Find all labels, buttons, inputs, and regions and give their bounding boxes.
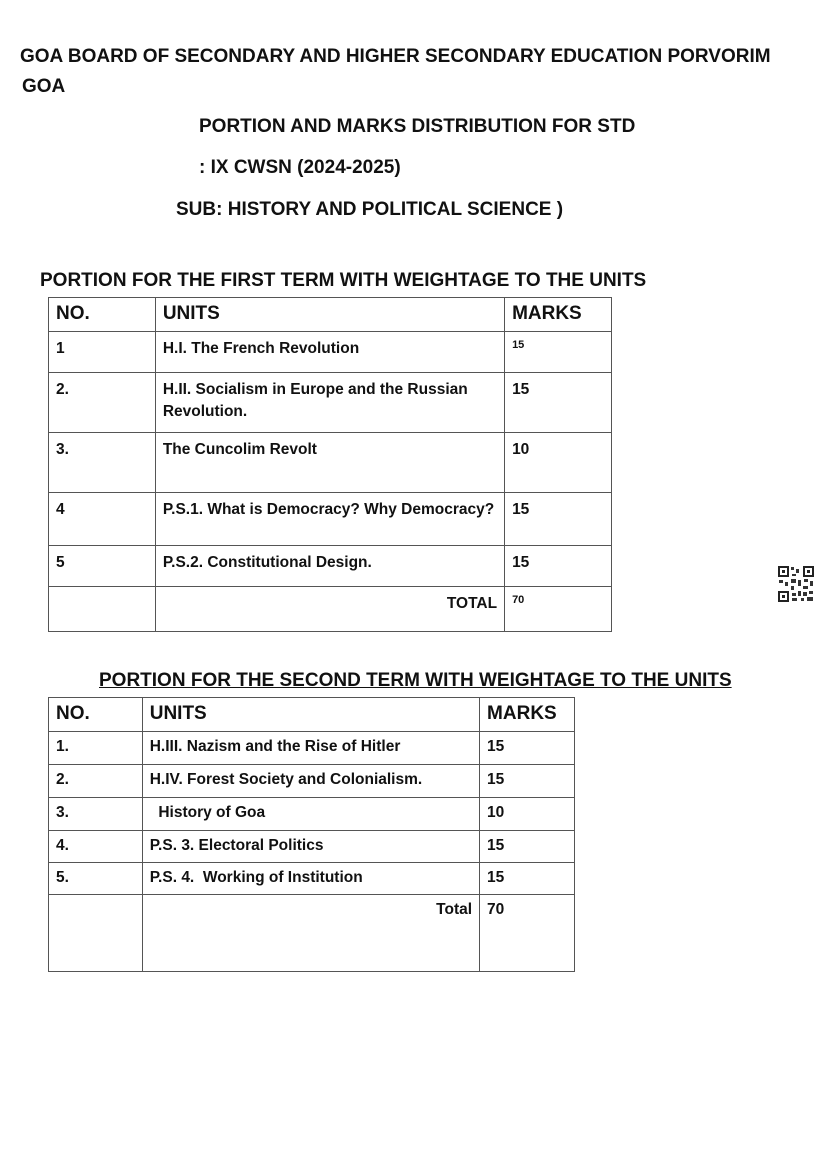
total-no-empty — [49, 586, 156, 631]
table-row — [49, 830, 575, 862]
row-marks: 15 — [505, 545, 612, 586]
row-marks: 15 — [480, 830, 575, 862]
row-unit: H.III. Nazism and the Rise of Hitler — [142, 731, 479, 764]
row-no: 1. — [49, 731, 143, 764]
total-row — [49, 586, 612, 631]
row-marks: 15 — [505, 372, 612, 432]
column-header-marks: MARKS — [505, 298, 612, 332]
column-header-marks: MARKS — [480, 698, 575, 732]
total-no-empty — [49, 894, 143, 971]
row-unit: P.S.2. Constitutional Design. — [155, 545, 504, 586]
row-no: 5. — [49, 862, 143, 894]
table-row — [49, 492, 612, 545]
row-marks: 10 — [480, 797, 575, 830]
subject-line: SUB: HISTORY AND POLITICAL SCIENCE ) — [176, 199, 564, 220]
row-marks: 15 — [505, 331, 612, 372]
board-title-line2: GOA — [22, 76, 66, 97]
first-term-table — [48, 297, 612, 632]
row-unit: The Cuncolim Revolt — [155, 432, 504, 492]
row-unit: H.IV. Forest Society and Colonialism. — [142, 764, 479, 797]
total-marks: 70 — [505, 586, 612, 631]
total-label: TOTAL — [155, 586, 504, 631]
document-title-line1: PORTION AND MARKS DISTRIBUTION FOR STD — [199, 116, 636, 137]
row-unit: History of Goa — [142, 797, 479, 830]
row-marks: 10 — [505, 432, 612, 492]
document-title-line2: : IX CWSN (2024-2025) — [199, 157, 401, 178]
row-marks: 15 — [480, 862, 575, 894]
row-no: 2. — [49, 372, 156, 432]
table-header-row — [49, 298, 612, 332]
total-marks: 70 — [480, 894, 575, 971]
second-term-table — [48, 697, 575, 972]
row-no: 5 — [49, 545, 156, 586]
row-no: 2. — [49, 764, 143, 797]
total-row — [49, 894, 575, 971]
table-row — [49, 731, 575, 764]
row-no: 3. — [49, 432, 156, 492]
row-no: 4. — [49, 830, 143, 862]
table-row — [49, 545, 612, 586]
row-marks: 15 — [480, 764, 575, 797]
table-row — [49, 372, 612, 432]
table-row — [49, 797, 575, 830]
row-no: 1 — [49, 331, 156, 372]
second-term-heading: PORTION FOR THE SECOND TERM WITH WEIGHTAGE TO THE UNITS — [99, 670, 732, 691]
row-marks: 15 — [505, 492, 612, 545]
row-unit: H.I. The French Revolution — [155, 331, 504, 372]
board-title-line1: GOA BOARD OF SECONDARY AND HIGHER SECONDARY EDUCATION PORVORIM — [20, 46, 771, 67]
total-label: Total — [142, 894, 479, 971]
table-row — [49, 432, 612, 492]
table-header-row — [49, 698, 575, 732]
row-unit: P.S.1. What is Democracy? Why Democracy? — [155, 492, 504, 545]
table-row — [49, 862, 575, 894]
column-header-units: UNITS — [142, 698, 479, 732]
row-no: 4 — [49, 492, 156, 545]
column-header-no: NO. — [49, 698, 143, 732]
row-unit: P.S. 3. Electoral Politics — [142, 830, 479, 862]
row-unit: H.II. Socialism in Europe and the Russian Revolution. — [155, 372, 504, 432]
qr-code-icon — [777, 565, 815, 603]
column-header-units: UNITS — [155, 298, 504, 332]
column-header-no: NO. — [49, 298, 156, 332]
table-row — [49, 764, 575, 797]
row-unit: P.S. 4. Working of Institution — [142, 862, 479, 894]
first-term-heading: PORTION FOR THE FIRST TERM WITH WEIGHTAGE TO THE UNITS — [40, 270, 647, 291]
table-row — [49, 331, 612, 372]
row-no: 3. — [49, 797, 143, 830]
row-marks: 15 — [480, 731, 575, 764]
